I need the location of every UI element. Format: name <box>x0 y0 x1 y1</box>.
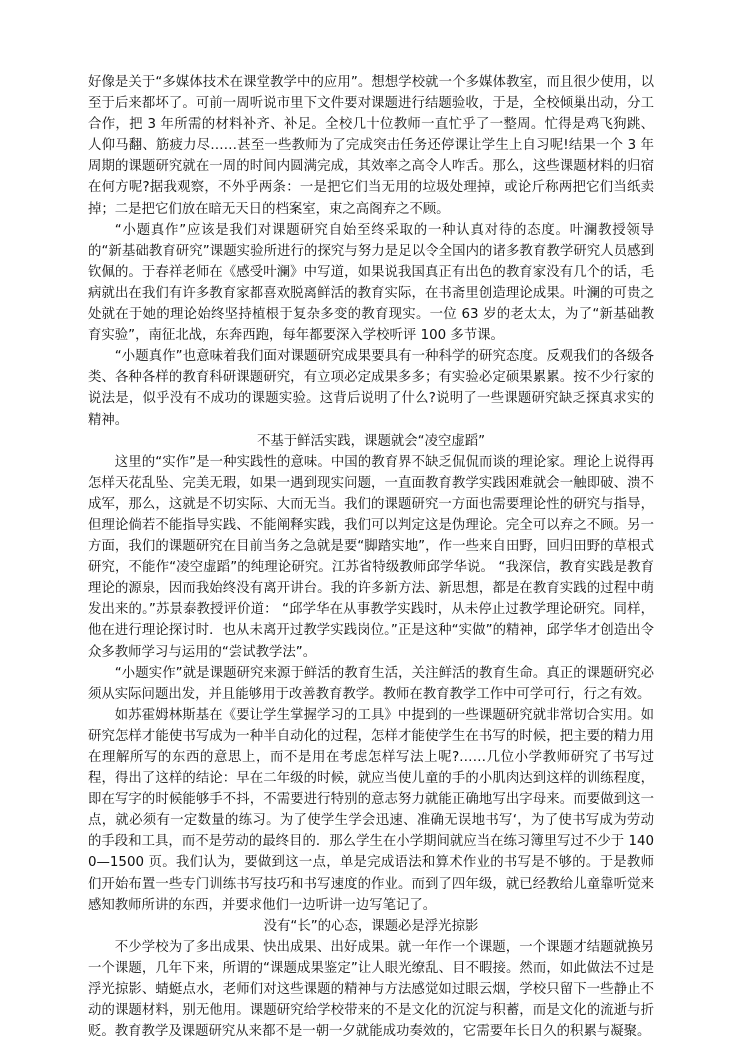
body-paragraph: “小题实作”就是课题研究来源于鲜活的教育生活，关注鲜活的教育生命。真正的课题研究必须从实际问题出发，并且能够用于改善教育教学。教师在教育教学工作中可学可行，行之有效。 <box>88 665 654 702</box>
body-paragraph: 不少学校为了多出成果、快出成果、出好成果。就一年作一个课题，一个课题才结题就换另一个课题，几年下来，所谓的“课题成果鉴定”让人眼光缭乱、目不暇接。然而，如此做法不过是浮光掠影、蜻蜓点水，老师们对这些课题的精神与方法感觉如过眼云烟，学校只留下一些静止不动的课题材料，别无他用。课题研究给学校带来的不是文化的沉淀与积蓄，而是文化的流逝与折贬。教育教学及课题研究从来都不是一朝一夕就能成功奏效的，它需要年长日久的积累与凝聚。 <box>88 939 654 1040</box>
section-heading: 没有“长”的心态，课题必是浮光掠影 <box>263 918 479 934</box>
section-heading: 不基于鲜活实践，课题就会“凌空虚蹈” <box>256 433 486 449</box>
body-paragraph: 这里的“实作”是一种实践性的意味。中国的教育界不缺乏侃侃而谈的理论家。理论上说得再怎样天花乱坠、完美无瑕，如果一遇到现实问题，一直面教育教学实践困难就会一触即破、溃不成军，那么，这就是不切实际、大而无当。我们的课题研究一方面也需要理论性的研究与指导，但理论倘若不能指导实践、不能阐释实践，我们可以判定这是伪理论。完全可以弃之不顾。另一方面，我们的课题研究在目前当务之急就是要“脚踏实地”，作一些来自田野，回归田野的草根式研究，不能作“凌空虚蹈”的纯理论研究。江苏省特级教师邱学华说。 “我深信，教育实践是教育理论的源泉，因而我始终没有离开讲台。我的许多新方法、新思想，都是在教育实践的过程中萌发出来的。”苏景泰教授评价道： “邱学华在从事教学实践时，从未停止过教学理论研究。同样，他在进行理论探讨时．也从未离开过教学实践岗位。”正是这种“实做”的精神，邱学华才创造出令众多教师学习与运用的“尝试教学法”。 <box>88 454 654 660</box>
body-paragraph: “小题真作”也意味着我们面对课题研究成果要具有一种科学的研究态度。反观我们的各级各类、各种各样的教育科研课题研究，有立项必定成果多多；有实验必定硕果累累。按不少行家的说法是，似乎没有不成功的课题实验。这背后说明了什么?说明了一些课题研究缺乏探真求实的精神。 <box>88 349 654 428</box>
body-paragraph: 好像是关于“多媒体技术在课堂教学中的应用”。想想学校就一个多媒体教室，而且很少使用，以至于后来都坏了。可前一周听说市里下文件要对课题进行结题验收，于是，全校倾巢出动，分工合作，把 3 年所需的材料补齐、补足。全校几十位教师一直忙乎了一整周。忙得是鸡飞狗跳、人仰马翻、筋疲力尽……甚至一些教师为了完成突击任务还停课让学生上自习呢!结果一个 3 年周期的课题研究就在一周的时间内圆满完成，其效率之高令人咋舌。那么，这些课题材料的归宿在何方呢?据我观察，不外乎两条：一是把它们当无用的垃圾处理掉，或论斤称两把它们当纸卖掉；二是把它们放在暗无天日的档案室，束之高阁弃之不顾。 <box>88 75 654 217</box>
body-paragraph: 如苏霍姆林斯基在《要让学生掌握学习的工具》中提到的一些课题研究就非常切合实用。如研究怎样才能使书写成为一种半自动化的过程，怎样才能使学生在书写的时候，把主要的精力用在理解所写的东西的意思上，而不是用在考虑怎样写法上呢?……几位小学教师研究了书写过程，得出了这样的结论：早在二年级的时候，就应当使儿童的手的小肌肉达到这样的训练程度，即在写字的时候能够手不抖，不需要进行特别的意志努力就能正确地写出字母来。而要做到这一点，就必须有一定数量的练习。为了使学生学会迅速、准确无误地书写‘，为了使书写成为劳动的手段和工具，而不是劳动的最终目的．那么学生在小学期间就应当在练习簿里写过不少于 1400—1500 页。我们认为，要做到这一点，单是完成语法和算术作业的书写是不够的。于是教师们开始布置一些专门训练书写技巧和书写速度的作业。而到了四年级，就已经教给儿童靠听觉来感知教师所讲的东西，并要求他们一边听讲一边写笔记了。 <box>88 707 654 913</box>
body-paragraph: “小题真作”应该是我们对课题研究自始至终采取的一种认真对待的态度。叶澜教授领导的“新基础教育研究”课题实验所进行的探究与努力是足以令全国内的诸多教育教学研究人员感到钦佩的。于春祥老师在《感受叶澜》中写道，如果说我国真正有出色的教育家没有几个的话，毛病就出在我们有许多教育家都喜欢脱离鲜活的教育实际，在书斋里创造理论成果。叶澜的可贵之处就在于她的理论始终坚持植根于复杂多变的教育现实。一位 63 岁的老太太，为了“新基础教育实验”，南征北战，东奔西跑，每年都要深入学校听评 100 多节课。 <box>88 222 654 344</box>
document-page <box>88 72 654 1042</box>
